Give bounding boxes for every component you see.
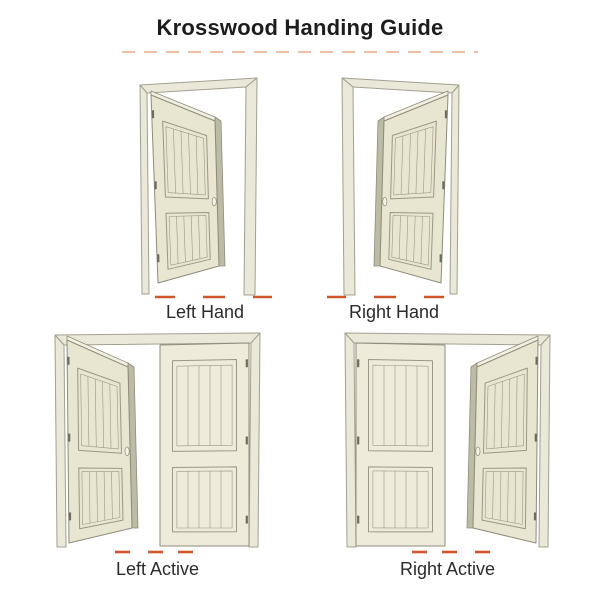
figure-label-right-hand: Right Hand — [348, 302, 440, 322]
figure-right-active — [330, 325, 565, 579]
figure-label-left-active: Left Active — [115, 559, 200, 579]
figure-right-hand — [299, 70, 489, 322]
figure-left-active — [40, 325, 275, 579]
left-active-door-illustration — [40, 325, 275, 557]
right-active-door-illustration — [330, 325, 565, 557]
right-hand-door-illustration — [299, 70, 489, 300]
title-underline — [122, 51, 478, 53]
page-title: Krosswood Handing Guide — [156, 15, 444, 40]
figure-label-right-active: Right Active — [399, 559, 496, 579]
figure-left-hand — [110, 70, 300, 322]
figure-label-left-hand: Left Hand — [165, 302, 245, 322]
left-hand-door-illustration — [110, 70, 300, 300]
